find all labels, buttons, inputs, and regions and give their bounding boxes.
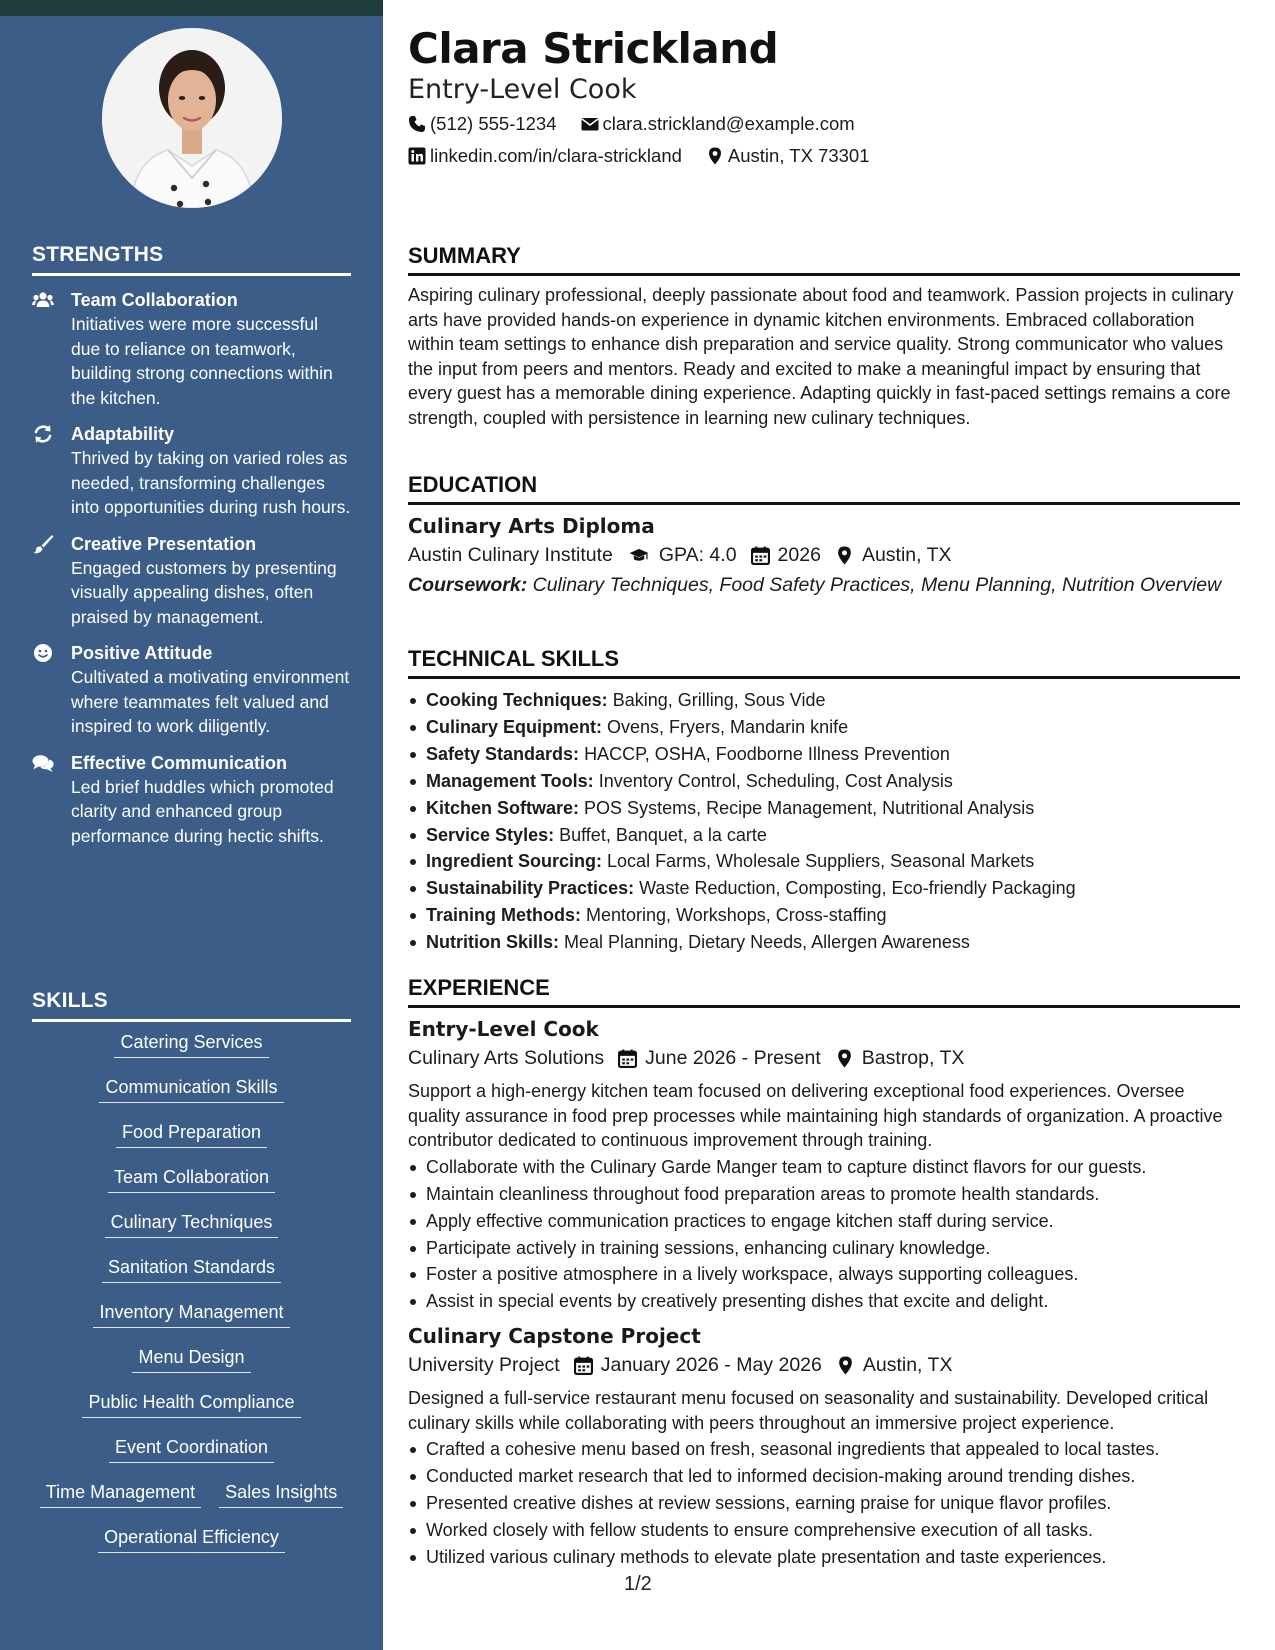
job-dates: January 2026 - May 2026 <box>600 1354 822 1377</box>
technical-skill-item: Management Tools: Inventory Control, Scheduling, Cost Analysis <box>408 768 1240 795</box>
map-pin-icon <box>835 546 854 565</box>
strength-title: Adaptability <box>71 424 175 444</box>
skill-tag: Menu Design <box>132 1345 250 1373</box>
job-bullet: Participate actively in training sessions, enhancing culinary knowledge. <box>408 1235 1240 1262</box>
contact-row <box>408 145 894 167</box>
education-meta <box>408 544 1240 567</box>
strength-title: Positive Attitude <box>71 643 213 663</box>
job-title: Culinary Capstone Project <box>408 1324 701 1349</box>
technical-skill-item: Service Styles: Buffet, Banquet, a la carte <box>408 822 1240 849</box>
paintbrush-icon <box>32 534 54 554</box>
skill-tag: Event Coordination <box>109 1435 274 1463</box>
calendar-icon <box>618 1049 637 1068</box>
sidebar <box>0 0 383 1650</box>
strength-item <box>32 422 351 520</box>
year-item <box>751 544 821 567</box>
map-pin-icon <box>836 1356 855 1375</box>
strength-title: Effective Communication <box>71 752 288 773</box>
comments-icon <box>32 753 54 773</box>
profile-photo <box>102 28 282 208</box>
email-address: clara.strickland@example.com <box>602 113 855 134</box>
job-bullets <box>408 1154 1240 1315</box>
job-summary: Support a high-energy kitchen team focused on delivering exceptional food experiences. Oversee quality assurance in food prep processes while maintaining high standards of organization. A proactive contributor dedicated to continuous improvement through training. <box>408 1081 1223 1151</box>
experience-heading: EXPERIENCE <box>408 975 1240 1008</box>
strength-item <box>32 532 351 630</box>
location-contact <box>706 145 870 167</box>
gpa-text: GPA: 4.0 <box>658 544 737 566</box>
job-location: Austin, TX <box>862 1354 953 1377</box>
skill-tag: Team Collaboration <box>108 1165 275 1193</box>
graduation-cap-icon <box>627 546 651 565</box>
technical-skill-item: Safety Standards: HACCP, OSHA, Foodborne Illness Prevention <box>408 741 1240 768</box>
job-summary: Designed a full-service restaurant menu focused on seasonality and sustainability. Developed critical culinary skills while collaborating with peers throughout an immersive project experience. <box>408 1388 1209 1433</box>
job-title: Entry-Level Cook <box>408 1017 599 1041</box>
organization: University Project <box>408 1354 560 1377</box>
users-icon <box>32 290 54 310</box>
strengths-section <box>32 243 351 848</box>
calendar-icon <box>574 1356 593 1375</box>
skill-tag: Communication Skills <box>99 1075 283 1103</box>
dates-item <box>574 1354 822 1377</box>
education-location-item <box>835 544 952 567</box>
candidate-title: Entry-Level Cook <box>408 74 637 105</box>
page-number: 1/2 <box>624 1573 652 1595</box>
strength-title: Creative Presentation <box>71 533 257 554</box>
dates-item <box>618 1047 821 1070</box>
job-meta <box>408 1354 1240 1377</box>
job-bullet: Maintain cleanliness throughout food preparation areas to promote health standards. <box>408 1181 1240 1208</box>
school-name: Austin Culinary Institute <box>408 544 613 566</box>
technical-skill-item: Training Methods: Mentoring, Workshops, Cross-staffing <box>408 902 1240 929</box>
skill-tag: Public Health Compliance <box>82 1390 300 1418</box>
linkedin-url: linkedin.com/in/clara-strickland <box>430 145 682 166</box>
email-contact <box>581 113 855 135</box>
graduation-year: 2026 <box>777 544 821 566</box>
skill-tag: Catering Services <box>114 1030 268 1058</box>
education-heading: EDUCATION <box>408 472 1240 505</box>
job-bullet: Conducted market research that led to informed decision-making around trending dishes. <box>408 1463 1240 1490</box>
job-dates: June 2026 - Present <box>645 1047 821 1069</box>
smile-icon <box>32 643 54 663</box>
coursework-label: Coursework: <box>408 574 528 596</box>
job-bullet: Foster a positive atmosphere in a lively workspace, always supporting colleagues. <box>408 1261 1240 1288</box>
technical-skills-heading: TECHNICAL SKILLS <box>408 646 1240 679</box>
summary-section <box>408 243 1240 431</box>
technical-skills-list <box>408 687 1240 956</box>
experience-entry <box>408 1017 1240 1315</box>
summary-heading: SUMMARY <box>408 243 1240 276</box>
strength-description: Thrived by taking on varied roles as needed, transforming challenges into opportunities during rush hours. <box>71 448 351 517</box>
skill-tag: Time Management <box>40 1480 201 1508</box>
candidate-name: Clara Strickland <box>408 24 779 73</box>
degree-title: Culinary Arts Diploma <box>408 514 655 538</box>
gpa-item <box>627 544 737 567</box>
job-meta <box>408 1047 1240 1070</box>
coursework <box>408 573 1240 598</box>
job-bullet: Apply effective communication practices to engage kitchen staff during service. <box>408 1208 1240 1235</box>
organization: Culinary Arts Solutions <box>408 1047 605 1069</box>
skills-heading: SKILLS <box>32 989 351 1022</box>
skills-section <box>32 989 351 1570</box>
education-location: Austin, TX <box>861 544 952 566</box>
contact-row <box>408 113 879 135</box>
job-bullet: Collaborate with the Culinary Garde Manger team to capture distinct flavors for our guests. <box>408 1154 1240 1181</box>
strength-title: Team Collaboration <box>71 290 238 310</box>
linkedin-contact <box>408 145 682 167</box>
coursework-list: Culinary Techniques, Food Safety Practices, Menu Planning, Nutrition Overview <box>532 574 1222 596</box>
technical-skill-item: Nutrition Skills: Meal Planning, Dietary Needs, Allergen Awareness <box>408 929 1240 956</box>
skill-tag: Sanitation Standards <box>102 1255 281 1283</box>
job-bullet: Presented creative dishes at review sessions, earning praise for unique flavor profiles. <box>408 1490 1240 1517</box>
map-pin-icon <box>706 147 724 165</box>
job-location-item <box>835 1047 965 1070</box>
strength-description: Engaged customers by presenting visually appealing dishes, often praised by management. <box>71 557 337 627</box>
strength-item <box>32 288 351 410</box>
technical-skill-item: Kitchen Software: POS Systems, Recipe Management, Nutritional Analysis <box>408 795 1240 822</box>
skill-tag: Culinary Techniques <box>105 1210 279 1238</box>
skill-tag: Sales Insights <box>219 1480 343 1508</box>
job-bullet: Utilized various culinary methods to elevate plate presentation and taste experiences. <box>408 1544 1240 1571</box>
skill-tag: Food Preparation <box>116 1120 267 1148</box>
experience-entry <box>408 1324 1240 1571</box>
skills-list <box>32 1030 351 1570</box>
skill-tag: Operational Efficiency <box>98 1525 285 1553</box>
location-text: Austin, TX 73301 <box>727 145 870 166</box>
skill-tag: Inventory Management <box>93 1300 289 1328</box>
technical-skill-item: Culinary Equipment: Ovens, Fryers, Mandarin knife <box>408 714 1240 741</box>
strength-item <box>32 641 351 739</box>
job-bullet: Worked closely with fellow students to ensure comprehensive execution of all tasks. <box>408 1517 1240 1544</box>
strength-description: Initiatives were more successful due to reliance on teamwork, building strong connections within the kitchen. <box>71 314 333 408</box>
phone-number: (512) 555-1234 <box>430 113 557 134</box>
strength-item <box>32 751 351 849</box>
job-bullet: Assist in special events by creatively presenting dishes that excite and delight. <box>408 1288 1240 1315</box>
calendar-icon <box>751 546 770 565</box>
linkedin-icon <box>408 147 426 165</box>
sidebar-top-bar <box>0 0 383 16</box>
phone-contact <box>408 113 557 135</box>
technical-skill-item: Cooking Techniques: Baking, Grilling, Sous Vide <box>408 687 1240 714</box>
job-location: Bastrop, TX <box>861 1047 965 1069</box>
technical-skills-section <box>408 646 1240 956</box>
strengths-heading: STRENGTHS <box>32 243 351 276</box>
phone-icon <box>408 115 426 133</box>
experience-section <box>408 975 1240 1571</box>
refresh-icon <box>32 424 54 444</box>
strength-description: Led brief huddles which promoted clarity and enhanced group performance during hectic shifts. <box>71 776 334 846</box>
summary-text: Aspiring culinary professional, deeply passionate about food and teamwork. Passion projects in culinary arts have provided hands-on experience in dynamic kitchen environments. Embraced collaboration within team settings to enhance dish preparation and service quality. Strong communicator who values the input from peers and mentors. Ready and excited to make a meaningful impact by ensuring that every guest has a memorable dining experience. Adapting quickly in fast-paced settings remains a core strength, coupled with persistence in learning new culinary techniques. <box>408 285 1234 428</box>
job-location-item <box>836 1354 953 1377</box>
map-pin-icon <box>835 1049 854 1068</box>
technical-skill-item: Ingredient Sourcing: Local Farms, Wholesale Suppliers, Seasonal Markets <box>408 848 1240 875</box>
technical-skill-item: Sustainability Practices: Waste Reduction, Composting, Eco-friendly Packaging <box>408 875 1240 902</box>
envelope-icon <box>581 115 599 133</box>
job-bullet: Crafted a cohesive menu based on fresh, seasonal ingredients that appealed to local tastes. <box>408 1436 1240 1463</box>
education-section <box>408 472 1240 598</box>
job-bullets <box>408 1436 1240 1571</box>
strength-description: Cultivated a motivating environment where teammates felt valued and inspired to work diligently. <box>71 667 350 736</box>
